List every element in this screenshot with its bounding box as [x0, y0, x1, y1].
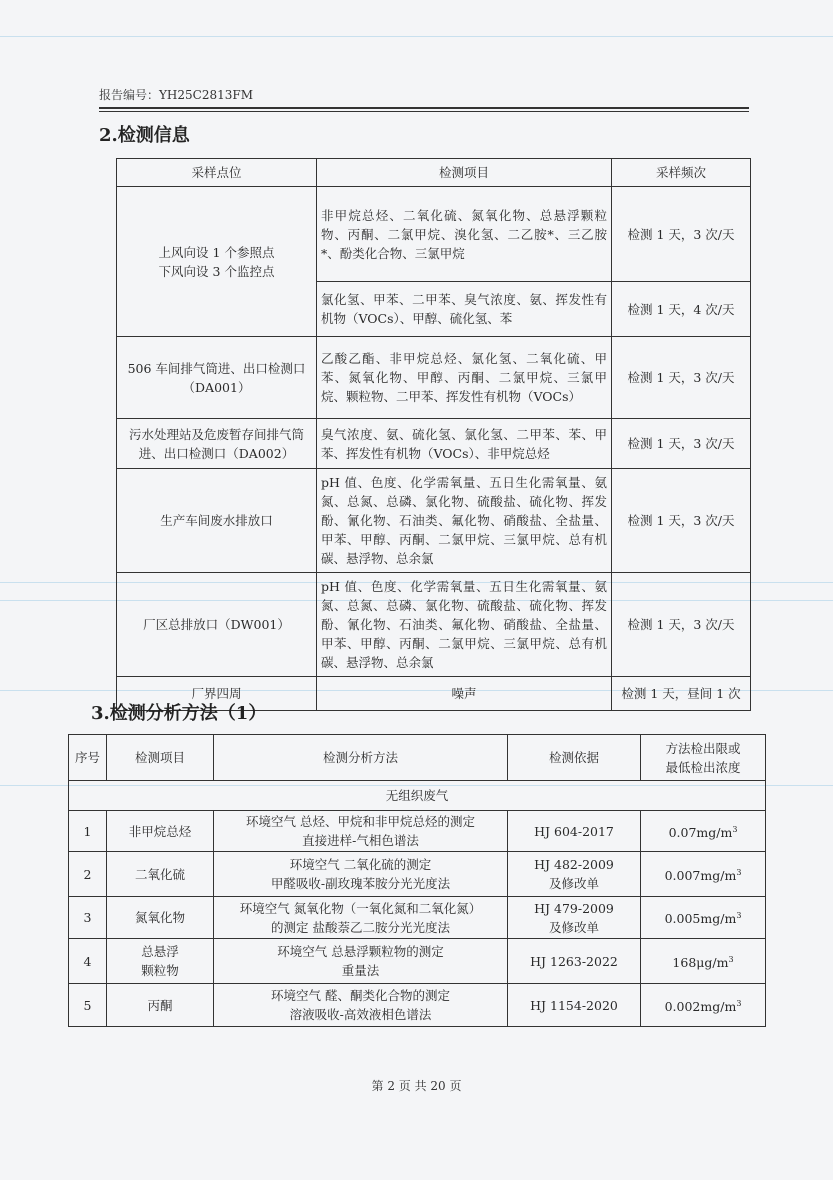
table-row [69, 811, 766, 852]
column-header: 采样频次 [612, 159, 751, 187]
section-title-analysis-methods: 3.检测分析方法（1） [91, 703, 267, 724]
row-number: 3 [69, 897, 107, 939]
column-header: 序号 [69, 735, 107, 781]
frequency-cell: 检测 1 天，3 次/天 [612, 573, 751, 677]
location-cell: 厂区总排放口（DW001） [117, 573, 317, 677]
column-header: 采样点位 [117, 159, 317, 187]
frequency-cell: 检测 1 天，昼间 1 次 [612, 677, 751, 711]
section-title-detection-info: 2.检测信息 [99, 125, 190, 146]
frequency-cell: 检测 1 天，4 次/天 [612, 282, 751, 337]
frequency-cell: 检测 1 天，3 次/天 [612, 187, 751, 282]
basis-cell: HJ 1154-2020 [508, 984, 641, 1027]
table-row [117, 337, 751, 419]
basis-cell: HJ 479-2009 及修改单 [508, 897, 641, 939]
page-number: 第 2 页 共 20 页 [371, 1079, 462, 1093]
limit-exponent: 3 [736, 998, 742, 1008]
table-row [117, 419, 751, 469]
frequency-cell: 检测 1 天，3 次/天 [612, 419, 751, 469]
limit-value: 0.005mg/m [664, 911, 737, 927]
limit-cell [641, 852, 766, 897]
table-row [117, 187, 751, 282]
item-cell: 总悬浮 颗粒物 [107, 939, 214, 984]
frequency-cell: 检测 1 天，3 次/天 [612, 337, 751, 419]
limit-cell [641, 811, 766, 852]
method-cell: 环境空气 总悬浮颗粒物的测定 重量法 [214, 939, 508, 984]
limit-exponent: 3 [732, 824, 738, 834]
frequency-cell: 检测 1 天，3 次/天 [612, 469, 751, 573]
item-cell: 氮氧化物 [107, 897, 214, 939]
column-header: 检测依据 [508, 735, 641, 781]
method-cell: 环境空气 醛、酮类化合物的测定 溶液吸收-高效液相色谱法 [214, 984, 508, 1027]
items-cell: 噪声 [317, 677, 612, 711]
limit-value: 0.002mg/m [664, 999, 737, 1015]
method-cell: 环境空气 二氧化硫的测定 甲醛吸收-副玫瑰苯胺分光光度法 [214, 852, 508, 897]
limit-value: 168μg/m [672, 955, 729, 971]
limit-exponent: 3 [736, 911, 742, 921]
group-label: 无组织废气 [69, 781, 766, 811]
table-row [69, 984, 766, 1027]
items-cell: pH 值、色度、化学需氧量、五日生化需氧量、氨氮、总氮、总磷、氯化物、硫酸盐、硫化物、挥发酚、氰化物、石油类、氟化物、硝酸盐、全盐量、甲苯、甲醇、丙酮、二氯甲烷、三氯甲烷、总有机碳、悬浮物、总余氯 [317, 469, 612, 573]
items-cell: 乙酸乙酯、非甲烷总烃、氯化氢、二氧化硫、甲苯、氮氧化物、甲醇、丙酮、二氯甲烷、三氯甲烷、颗粒物、二甲苯、挥发性有机物（VOCs） [317, 337, 612, 419]
row-number: 1 [69, 811, 107, 852]
items-cell: 臭气浓度、氨、硫化氢、氯化氢、二甲苯、苯、甲苯、挥发性有机物（VOCs）、非甲烷总烃 [317, 419, 612, 469]
item-cell: 丙酮 [107, 984, 214, 1027]
table-header-row [69, 735, 766, 781]
limit-exponent: 3 [728, 954, 734, 964]
basis-cell: HJ 1263-2022 [508, 939, 641, 984]
limit-exponent: 3 [736, 867, 742, 877]
scan-guide-line [0, 36, 833, 37]
location-cell: 污水处理站及危废暂存间排气筒进、出口检测口（DA002） [117, 419, 317, 469]
location-cell: 厂界四周 [117, 677, 317, 711]
basis-cell: HJ 604-2017 [508, 811, 641, 852]
table-row [117, 469, 751, 573]
header-rule [99, 111, 749, 112]
detection-info-table [116, 158, 751, 711]
row-number: 2 [69, 852, 107, 897]
table-row [69, 852, 766, 897]
table-row [69, 897, 766, 939]
item-cell: 二氧化硫 [107, 852, 214, 897]
limit-value: 0.07mg/m [668, 825, 733, 841]
limit-cell [641, 897, 766, 939]
items-cell: 非甲烷总烃、二氧化硫、氮氧化物、总悬浮颗粒物、丙酮、二氯甲烷、溴化氢、二乙胺*、三乙胺*、酚类化合物、三氯甲烷 [317, 187, 612, 282]
limit-value: 0.007mg/m [664, 868, 737, 884]
row-number: 4 [69, 939, 107, 984]
basis-cell: HJ 482-2009 及修改单 [508, 852, 641, 897]
column-header: 检测项目 [107, 735, 214, 781]
limit-cell [641, 984, 766, 1027]
location-cell: 上风向设 1 个参照点 下风向设 3 个监控点 [117, 187, 317, 337]
group-row [69, 781, 766, 811]
table-header-row [117, 159, 751, 187]
items-cell: 氯化氢、甲苯、二甲苯、臭气浓度、氨、挥发性有机物（VOCs）、甲醇、硫化氢、苯 [317, 282, 612, 337]
limit-cell [641, 939, 766, 984]
items-cell: pH 值、色度、化学需氧量、五日生化需氧量、氨氮、总氮、总磷、氯化物、硫酸盐、硫化物、挥发酚、氰化物、石油类、氟化物、硝酸盐、全盐量、甲苯、甲醇、丙酮、二氯甲烷、三氯甲烷、总有机碳、悬浮物、总余氯 [317, 573, 612, 677]
method-cell: 环境空气 氮氧化物（一氧化氮和二氧化氮） 的测定 盐酸萘乙二胺分光光度法 [214, 897, 508, 939]
location-cell: 生产车间废水排放口 [117, 469, 317, 573]
header-rule [99, 107, 749, 109]
item-cell: 非甲烷总烃 [107, 811, 214, 852]
table-row [117, 573, 751, 677]
method-cell: 环境空气 总烃、甲烷和非甲烷总烃的测定 直接进样-气相色谱法 [214, 811, 508, 852]
column-header: 方法检出限或 最低检出浓度 [641, 735, 766, 781]
report-number: 报告编号：YH25C2813FM [99, 88, 253, 102]
location-cell: 506 车间排气筒进、出口检测口（DA001） [117, 337, 317, 419]
row-number: 5 [69, 984, 107, 1027]
column-header: 检测分析方法 [214, 735, 508, 781]
analysis-methods-table [68, 734, 766, 1027]
column-header: 检测项目 [317, 159, 612, 187]
table-row [69, 939, 766, 984]
